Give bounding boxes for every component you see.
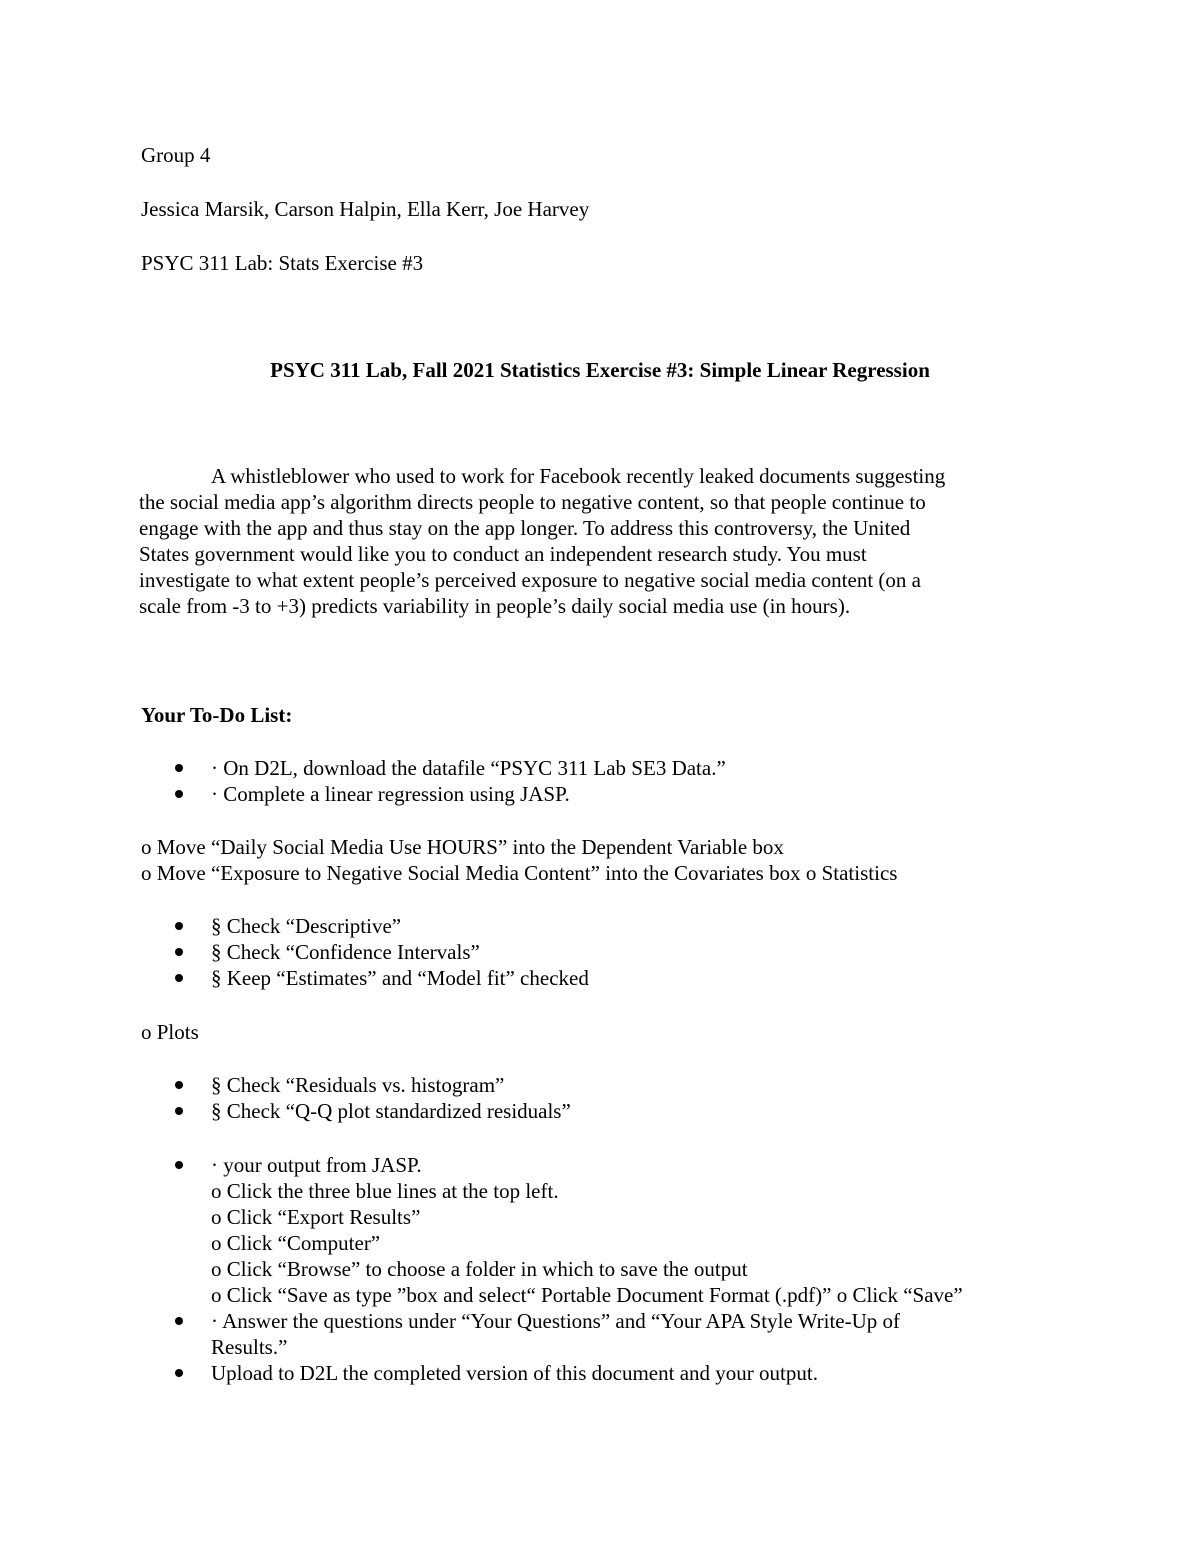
course-line: PSYC 311 Lab: Stats Exercise #3 — [141, 251, 424, 275]
list-item: § Check “Q-Q plot standardized residuals” — [211, 1099, 571, 1123]
bullet-icon — [175, 1161, 183, 1169]
list-item-continued: Results.” — [211, 1335, 288, 1359]
todo-heading: Your To-Do List: — [141, 703, 293, 727]
bullet-icon — [175, 948, 183, 956]
bullet-icon — [175, 1369, 183, 1377]
move-line: o Move “Daily Social Media Use HOURS” into the Dependent Variable box — [141, 835, 784, 859]
list-item: § Check “Confidence Intervals” — [211, 940, 480, 964]
bullet-icon — [175, 922, 183, 930]
list-item: · On D2L, download the datafile “PSYC 311 Lab SE3 Data.” — [211, 756, 726, 780]
document-title: PSYC 311 Lab, Fall 2021 Statistics Exercise #3: Simple Linear Regression — [270, 358, 930, 382]
list-item: § Keep “Estimates” and “Model fit” checked — [211, 966, 589, 990]
intro-line: scale from -3 to +3) predicts variability in people’s daily social media use (in hours). — [139, 594, 851, 618]
sub-item: o Click “Browse” to choose a folder in which to save the output — [211, 1257, 748, 1281]
list-item: § Check “Descriptive” — [211, 914, 402, 938]
intro-line: States government would like you to conduct an independent research study. You must — [139, 542, 867, 566]
plots-label: o Plots — [141, 1020, 199, 1044]
bullet-icon — [175, 974, 183, 982]
intro-line: engage with the app and thus stay on the app longer. To address this controversy, the United — [139, 516, 911, 540]
list-item: · your output from JASP. — [211, 1153, 422, 1177]
intro-line: A whistleblower who used to work for Facebook recently leaked documents suggesting — [211, 464, 946, 488]
move-line: o Move “Exposure to Negative Social Media Content” into the Covariates box o Statistics — [141, 861, 898, 885]
sub-item: o Click the three blue lines at the top left. — [211, 1179, 559, 1203]
bullet-icon — [175, 1317, 183, 1325]
bullet-icon — [175, 1081, 183, 1089]
intro-line: the social media app’s algorithm directs people to negative content, so that people continue to — [139, 490, 926, 514]
list-item: Upload to D2L the completed version of this document and your output. — [211, 1361, 818, 1385]
bullet-icon — [175, 790, 183, 798]
bullet-icon — [175, 1107, 183, 1115]
list-item: · Complete a linear regression using JASP. — [211, 782, 570, 806]
member-names: Jessica Marsik, Carson Halpin, Ella Kerr, Joe Harvey — [141, 197, 590, 221]
list-item: § Check “Residuals vs. histogram” — [211, 1073, 505, 1097]
sub-item: o Click “Computer” — [211, 1231, 381, 1255]
group-label: Group 4 — [141, 143, 211, 167]
bullet-icon — [175, 764, 183, 772]
sub-item: o Click “Save as type ”box and select“ Portable Document Format (.pdf)” o Click “Save” — [211, 1283, 963, 1307]
sub-item: o Click “Export Results” — [211, 1205, 421, 1229]
list-item: · Answer the questions under “Your Questions” and “Your APA Style Write-Up of — [211, 1309, 901, 1333]
intro-line: investigate to what extent people’s perceived exposure to negative social media content (on a — [139, 568, 921, 592]
